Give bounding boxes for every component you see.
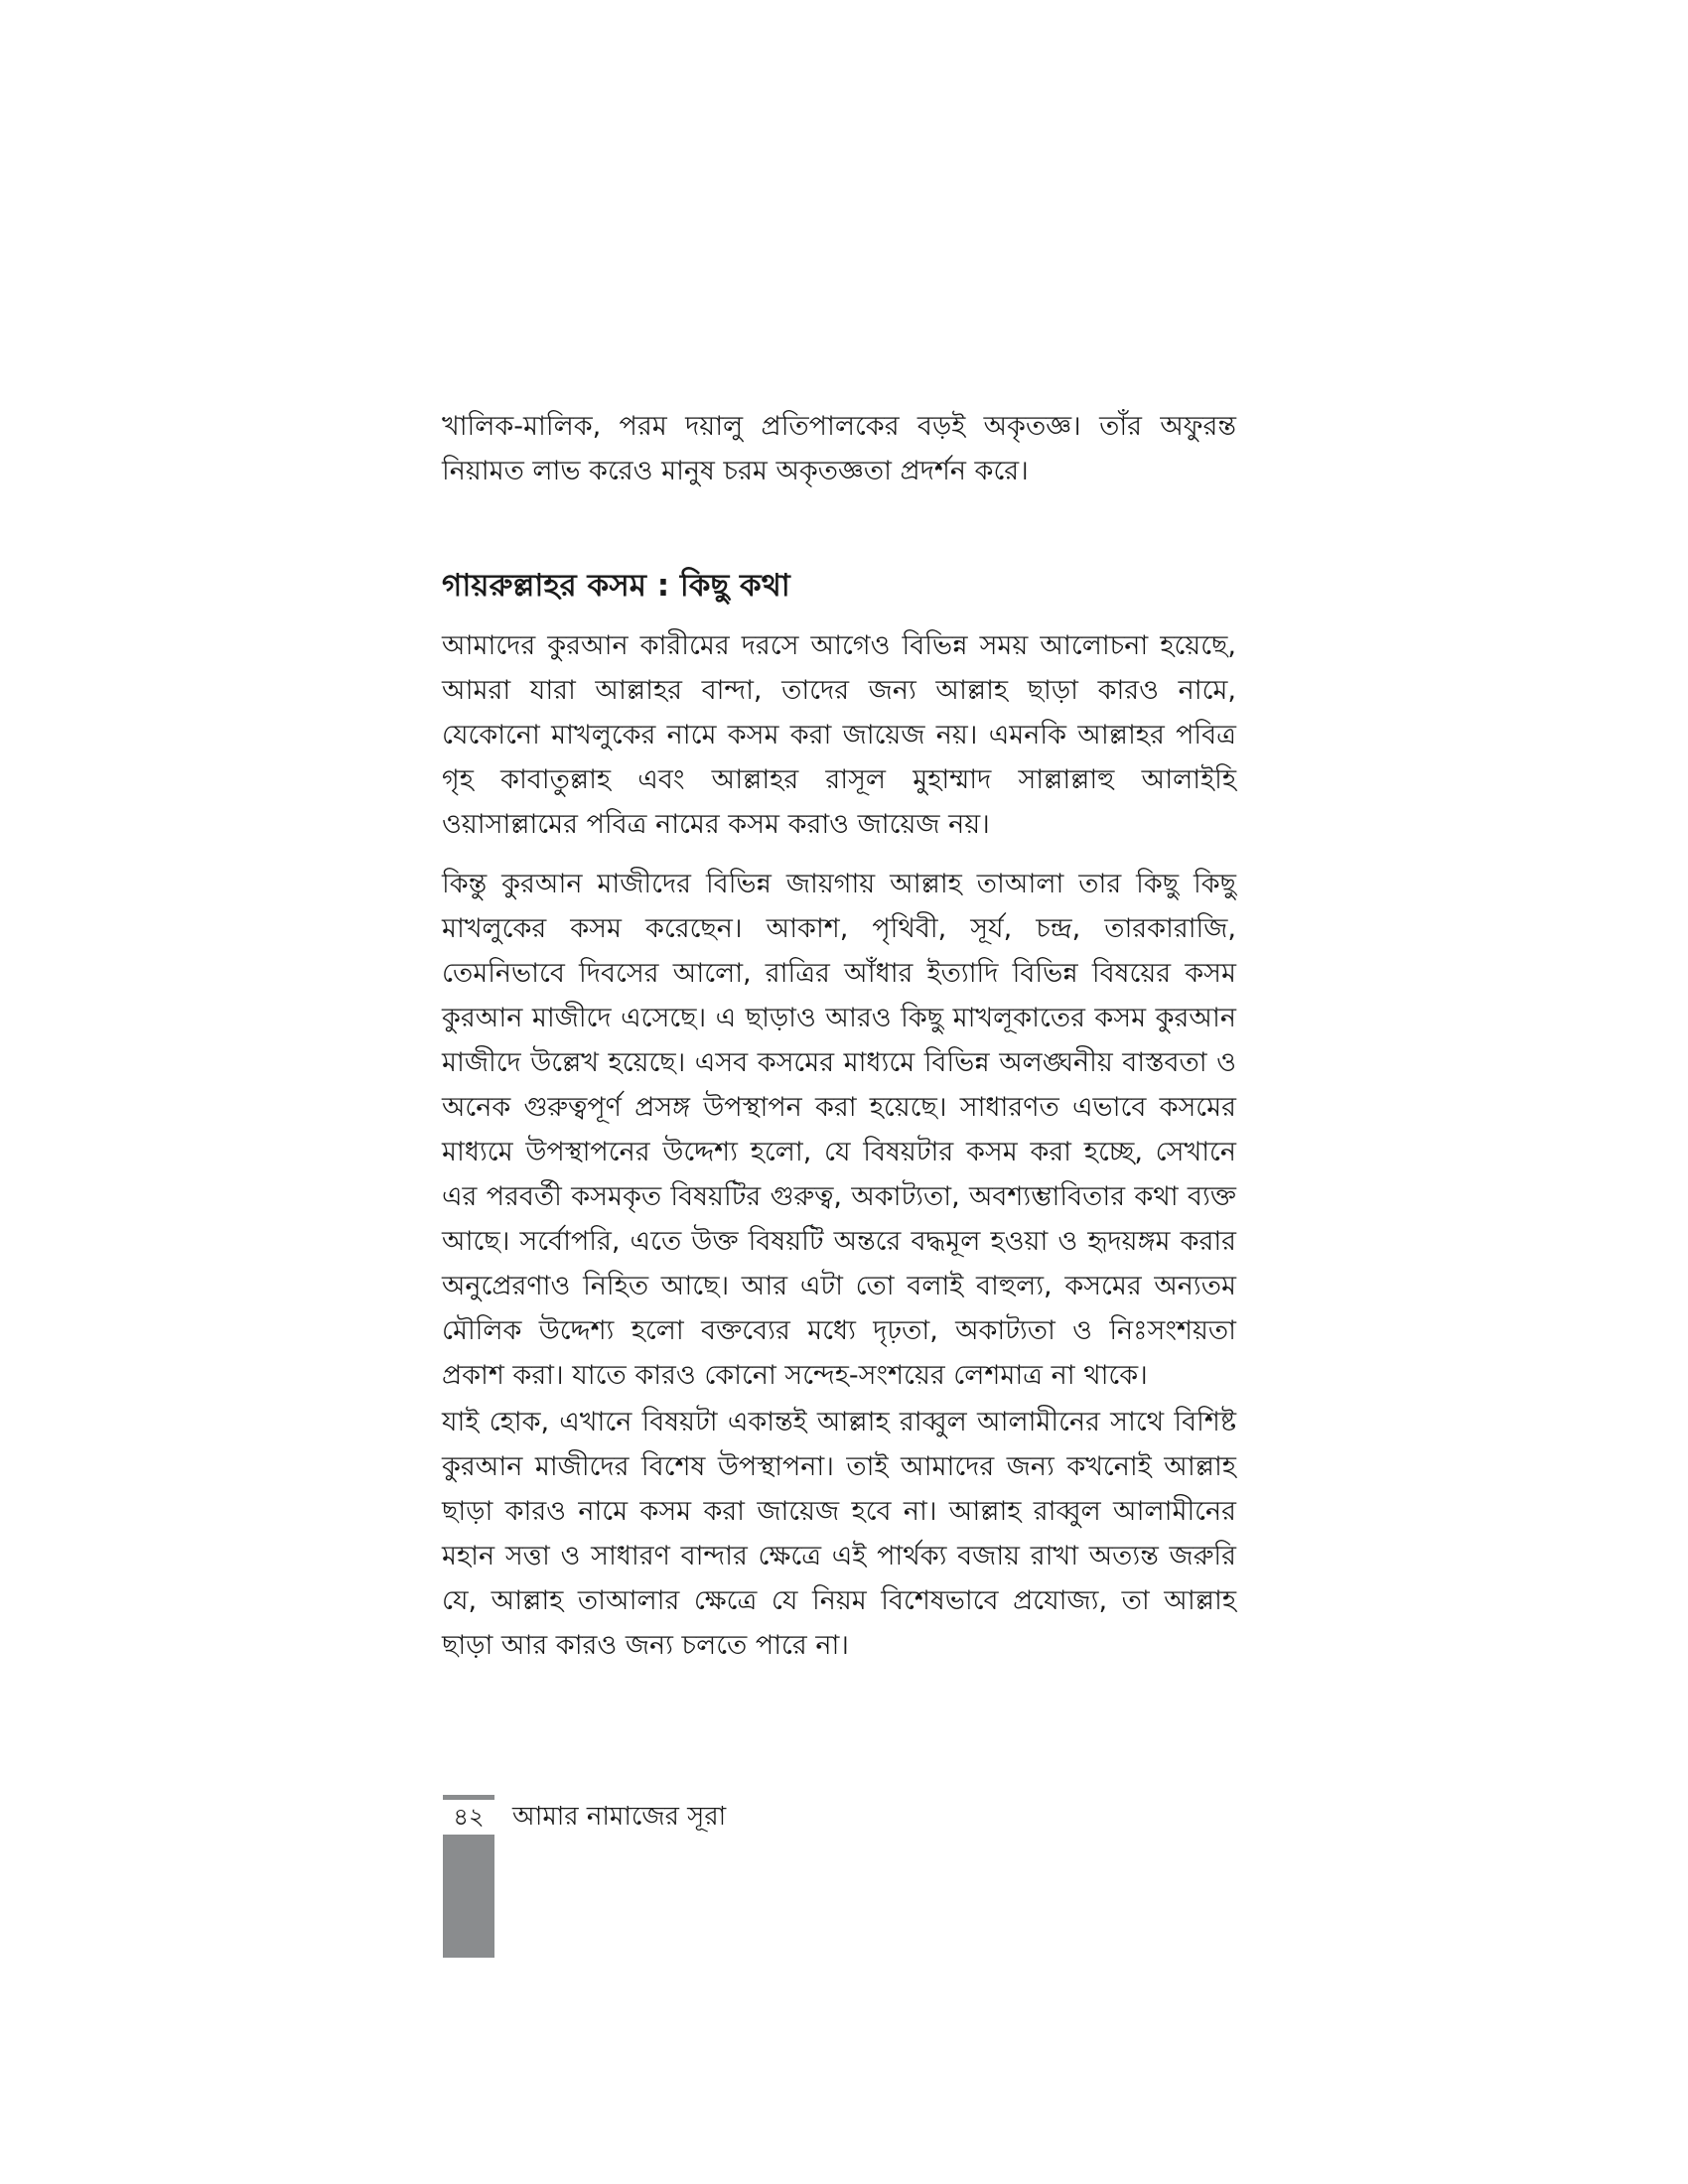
- body-paragraph: যাই হোক, এখানে বিষয়টা একান্তই আল্লাহ রাব্বুল আলামীনের সাথে বিশিষ্ট কুরআন মাজীদের বিশেষ উপস্থাপনা। তাই আমাদের জন্য কখনোই আল্লাহ ছাড়া কারও নামে কসম করা জায়েজ হবে না। আল্লাহ রাব্বুল আলামীনের মহান সত্তা ও সাধারণ বান্দার ক্ষেত্রে এই পার্থক্য বজায় রাখা অত্যন্ত জরুরি যে, আল্লাহ তাআলার ক্ষেত্রে যে নিয়ম বিশেষভাবে প্রযোজ্য, তা আল্লাহ ছাড়া আর কারও জন্য চলতে পারে না।: [442, 1407, 1236, 1661]
- body-paragraph: আমাদের কুরআন কারীমের দরসে আগেও বিভিন্ন সময় আলোচনা হয়েছে, আমরা যারা আল্লাহর বান্দা, তাদের জন্য আল্লাহ ছাড়া কারও নামে, যেকোনো মাখলুকের নামে কসম করা জায়েজ নয়। এমনকি আল্লাহর পবিত্র গৃহ কাবাতুল্লাহ এবং আল্লাহর রাসূল মুহাম্মাদ সাল্লাল্লাহু আলাইহি ওয়াসাল্লামের পবিত্র নামের কসম করাও জায়েজ নয়।: [442, 630, 1236, 840]
- book-title: আমার নামাজের সূরা: [512, 1802, 727, 1832]
- section-heading: গায়রুল্লাহর কসম : কিছু কথা: [442, 568, 790, 604]
- footer-bar-top: [443, 1795, 494, 1800]
- page-number: ৪২: [453, 1803, 485, 1831]
- footer-bar-block: [443, 1835, 494, 1958]
- body-paragraph: কিন্তু কুরআন মাজীদের বিভিন্ন জায়গায় আল্লাহ তাআলা তার কিছু কিছু মাখলুকের কসম করেছেন। আকাশ, পৃথিবী, সূর্য, চন্দ্র, তারকারাজি, তেমনিভাবে দিবসের আলো, রাত্রির আঁধার ইত্যাদি বিভিন্ন বিষয়ের কসম কুরআন মাজীদে এসেছে। এ ছাড়াও আরও কিছু মাখলূকাতের কসম কুরআন মাজীদে উল্লেখ হয়েছে। এসব কসমের মাধ্যমে বিভিন্ন অলঙ্ঘনীয় বাস্তবতা ও অনেক গুরুত্বপূর্ণ প্রসঙ্গ উপস্থাপন করা হয়েছে। সাধারণত এভাবে কসমের মাধ্যমে উপস্থাপনের উদ্দেশ্য হলো, যে বিষয়টার কসম করা হচ্ছে, সেখানে এর পরবর্তী কসমকৃত বিষয়টির গুরুত্ব, অকাট্যতা, অবশ্যম্ভাবিতার কথা ব্যক্ত আছে। সর্বোপরি, এতে উক্ত বিষয়টি অন্তরে বদ্ধমূল হওয়া ও হৃদয়ঙ্গম করার অনুপ্রেরণাও নিহিত আছে। আর এটা তো বলাই বাহুল্য, কসমের অন্যতম মৌলিক উদ্দেশ্য হলো বক্তব্যের মধ্যে দৃঢ়তা, অকাট্যতা ও নিঃসংশয়তা প্রকাশ করা। যাতে কারও কোনো সন্দেহ-সংশয়ের লেশমাত্র না থাকে।: [442, 869, 1236, 1391]
- intro-paragraph: খালিক-মালিক, পরম দয়ালু প্রতিপালকের বড়ই অকৃতজ্ঞ। তাঁর অফুরন্ত নিয়ামত লাভ করেও মানুষ চরম অকৃতজ্ঞতা প্রদর্শন করে।: [442, 411, 1236, 486]
